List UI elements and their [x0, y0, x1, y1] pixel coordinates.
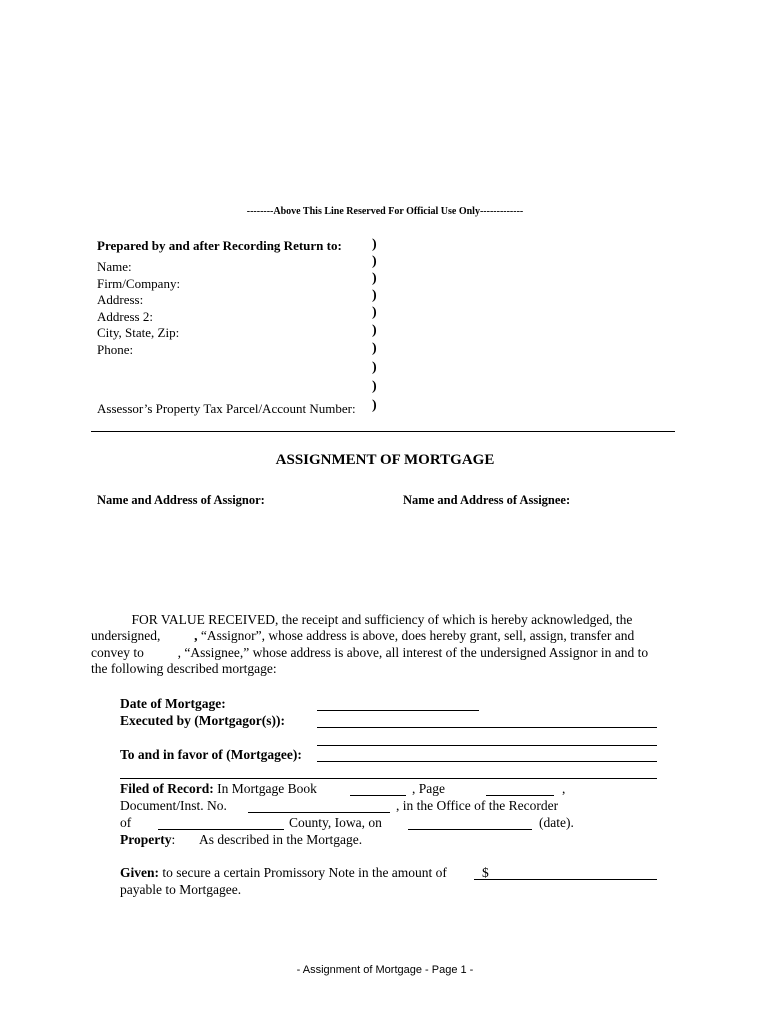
- dollar-sign: $: [482, 865, 489, 880]
- date-of-mortgage-field[interactable]: [317, 710, 479, 711]
- given-row: [120, 865, 447, 881]
- paragraph-line: convey to , “Assignee,” whose address is above, all interest of the undersigned Assignor in and to: [91, 644, 649, 660]
- paren-mark: ): [372, 305, 377, 320]
- parcel-number-label: Assessor’s Property Tax Parcel/Account Number:: [97, 401, 356, 416]
- paren-mark: ): [372, 398, 377, 413]
- paren-mark: ): [372, 341, 377, 356]
- mortgage-book-field[interactable]: [350, 795, 406, 796]
- note-amount-field[interactable]: [474, 879, 657, 880]
- mortgagee-field-line2[interactable]: [317, 761, 657, 762]
- property-label: Property: [120, 832, 172, 847]
- filed-of-record-label: Filed of Record:: [120, 781, 214, 796]
- prepared-by-heading: Prepared by and after Recording Return to:: [97, 238, 342, 253]
- assignor-label: Name and Address of Assignor:: [97, 493, 265, 507]
- property-description: As described in the Mortgage.: [199, 832, 363, 847]
- document-number-label: Document/Inst. No.: [120, 798, 227, 813]
- paragraph-comma: ,: [194, 628, 201, 644]
- payable-text: payable to Mortgagee.: [120, 882, 242, 897]
- county-iowa-text: County, Iowa, on: [289, 815, 382, 830]
- field-address2-label: Address 2:: [97, 308, 153, 324]
- paren-mark: ): [372, 237, 377, 252]
- mortgagee-field-line1[interactable]: [317, 745, 657, 746]
- mortgagor-field[interactable]: [317, 727, 657, 728]
- assignee-label: Name and Address of Assignee:: [403, 493, 571, 507]
- paragraph-line: the following described mortgage:: [91, 661, 277, 677]
- consideration-paragraph: [91, 612, 671, 678]
- paren-mark: ): [372, 271, 377, 286]
- section-divider: [91, 431, 675, 432]
- date-of-mortgage-label: Date of Mortgage:: [120, 696, 226, 711]
- paren-mark: ): [372, 254, 377, 269]
- executed-by-label: Executed by (Mortgagor(s)):: [120, 713, 285, 728]
- paren-mark: ): [372, 360, 377, 375]
- field-firm-label: Firm/Company:: [97, 275, 181, 291]
- paren-mark: ): [372, 288, 377, 303]
- given-label: Given:: [120, 865, 159, 880]
- paragraph-line: undersigned,: [91, 628, 195, 644]
- county-field[interactable]: [158, 829, 284, 830]
- paragraph-line: FOR VALUE RECEIVED, the receipt and sufficiency of which is hereby acknowledged, the: [91, 612, 633, 627]
- paragraph-line: “Assignor”, whose address is above, does hereby grant, sell, assign, transfer and: [200, 628, 635, 644]
- page-comma: ,: [562, 781, 566, 796]
- property-row: [120, 832, 175, 848]
- field-address-label: Address:: [97, 292, 144, 307]
- page-field[interactable]: [486, 795, 554, 796]
- given-text: to secure a certain Promissory Note in the amount of: [162, 865, 447, 880]
- county-of-label: of: [120, 815, 132, 830]
- official-use-line: --------Above This Line Reserved For Official Use Only-------------: [246, 206, 524, 217]
- date-suffix: (date).: [539, 815, 574, 830]
- field-phone-label: Phone:: [97, 341, 134, 357]
- document-number-field[interactable]: [248, 812, 390, 813]
- paren-mark: ): [372, 379, 377, 394]
- recorder-office-text: , in the Office of the Recorder: [396, 798, 559, 813]
- paren-mark: ): [372, 323, 377, 338]
- page-label: , Page: [412, 781, 445, 796]
- recording-date-field[interactable]: [408, 829, 532, 830]
- mortgage-book-label: In Mortgage Book: [217, 781, 317, 796]
- filed-of-record-row: [120, 781, 317, 797]
- property-colon: :: [171, 832, 176, 847]
- field-city-state-zip-label: City, State, Zip:: [97, 325, 180, 340]
- in-favor-of-label: To and in favor of (Mortgagee):: [120, 747, 302, 762]
- page-footer: - Assignment of Mortgage - Page 1 -: [296, 964, 474, 976]
- details-divider: [120, 778, 657, 779]
- document-title: ASSIGNMENT OF MORTGAGE: [275, 452, 495, 468]
- field-name-label: Name:: [97, 259, 132, 274]
